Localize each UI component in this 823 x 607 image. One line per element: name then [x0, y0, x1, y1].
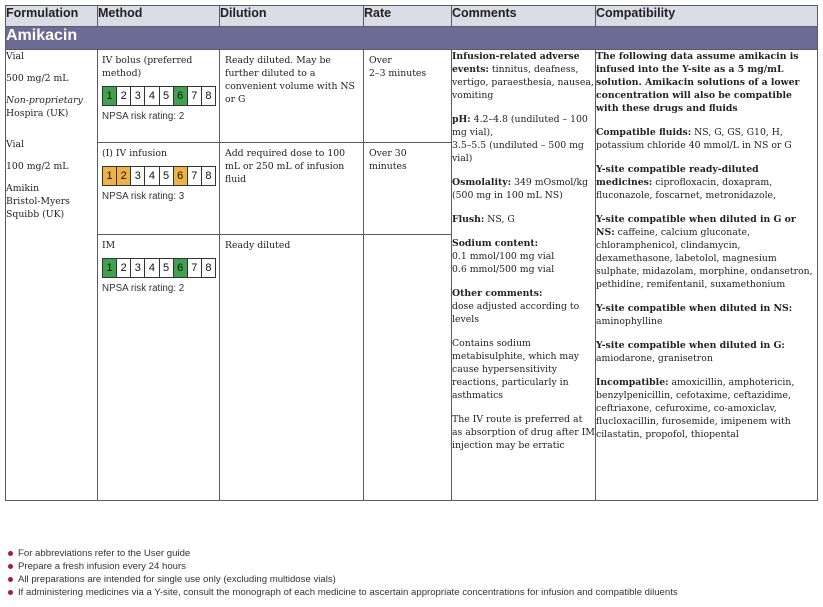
rate-cell [364, 50, 452, 501]
footnote: Prepare a fresh infusion every 24 hours [8, 560, 678, 573]
drug-row [6, 27, 818, 50]
content-row [6, 50, 818, 501]
monograph-table [5, 5, 818, 501]
comments-cell [452, 50, 596, 501]
npsa-rating: NPSA risk rating: 3 [102, 191, 185, 202]
compatibility-heading: Y-site compatible when diluted in NS: [596, 303, 793, 314]
compatibility-item [596, 302, 817, 328]
compatibility-body: amoxicillin, amphotericin, benzylpenicillin, cefotaxime, ceftazidime, ceftriaxone, cefuroxime, co-amoxiclav, flucloxacillin, furosemide, imipenem with cilastatin, propofol, thiopental [596, 377, 795, 440]
method-block [98, 142, 219, 234]
risk-box: 1 [103, 167, 117, 185]
compatibility-item [596, 163, 817, 202]
compatibility-heading: Compatible fluids: [596, 127, 692, 138]
bullet-icon [8, 590, 13, 595]
risk-box: 6 [174, 167, 188, 185]
bullet-icon [8, 551, 13, 556]
formulation-line: Squibb (UK) [6, 209, 65, 220]
risk-box: 4 [145, 167, 159, 185]
footnote: All preparations are intended for single use only (excluding multidose vials) [8, 573, 678, 586]
compatibility-intro: The following data assume amikacin is infused into the Y-site as a 5 mg/mL solution. Amikacin solutions of a lower concentration will also be compatible with these drugs and fluids [596, 51, 800, 114]
risk-box: 3 [131, 167, 145, 185]
compatibility-item [596, 213, 817, 291]
compatibility-body: amiodarone, granisetron [596, 353, 713, 364]
bullet-icon [8, 577, 13, 582]
compatibility-body: ciprofloxacin, doxapram, fluconazole, foscarnet, metronidazole, [596, 177, 777, 201]
compatibility-heading: Incompatible: [596, 377, 669, 388]
comment [452, 113, 595, 165]
formulation-line: Amikin [6, 183, 40, 194]
risk-box: 6 [174, 87, 188, 105]
risk-box: 2 [117, 259, 131, 277]
risk-box: 4 [145, 259, 159, 277]
comment-body: 0.6 mmol/500 mg vial [452, 264, 555, 275]
rate-text: Over 2–3 minutes [369, 55, 427, 79]
comment: The IV route is preferred at as absorption of drug after IM injection may be erratic [452, 414, 595, 451]
bullet-icon [8, 564, 13, 569]
risk-box: 3 [131, 259, 145, 277]
comment-heading: Sodium content: [452, 238, 539, 249]
formulation-line: Bristol-Myers [6, 196, 70, 207]
method-block [98, 50, 219, 142]
header-rate: Rate [364, 6, 452, 27]
npsa-rating: NPSA risk rating: 2 [102, 283, 185, 294]
risk-rating-scale [102, 258, 216, 278]
method-label: (I) IV infusion [102, 148, 167, 159]
comment [452, 176, 595, 202]
method-cell [98, 50, 220, 501]
formulation-line: Hospira (UK) [6, 108, 69, 119]
compatibility-body: NS, G, GS, G10, H, potassium chloride 40 mmol/L in NS or G [596, 127, 792, 151]
compatibility-item [596, 126, 817, 152]
comment-heading: Other comments: [452, 288, 543, 299]
comment-body: 0.1 mmol/100 mg vial [452, 251, 555, 262]
rate-text: Over 30 minutes [364, 142, 451, 234]
header-row [6, 6, 818, 27]
risk-box: 1 [103, 87, 117, 105]
method-block [98, 234, 219, 500]
comment [452, 213, 595, 226]
drug-name: Amikacin [6, 27, 818, 50]
npsa-rating: NPSA risk rating: 2 [102, 111, 185, 122]
comment [452, 287, 595, 326]
header-method: Method [98, 6, 220, 27]
comment-body: tinnitus, deafness, vertigo, paraesthesia, nausea, vomiting [452, 64, 594, 101]
risk-box: 8 [205, 262, 212, 274]
compatibility-heading: Y-site compatible ready-diluted medicines: [596, 164, 759, 188]
risk-box: 7 [188, 87, 202, 105]
header-dilution: Dilution [220, 6, 364, 27]
risk-box: 8 [205, 90, 212, 102]
risk-box: 2 [117, 87, 131, 105]
compatibility-item [596, 339, 817, 365]
risk-box: 1 [103, 259, 117, 277]
dilution-text: Ready diluted. May be further diluted to a convenient volume with NS or G [225, 55, 355, 105]
comment-body: 3.5–5.5 (undiluted – 500 mg vial) [452, 140, 584, 164]
risk-box: 2 [117, 167, 131, 185]
comment-body: 4.2–4.8 (undiluted – 100 mg vial), [452, 114, 588, 138]
formulation-line: Vial [6, 51, 25, 62]
compatibility-body: caffeine, calcium gluconate, chloramphenicol, clindamycin, dexamethasone, labetolol, magnesium sulphate, midazolam, morphine, ondansetron, pethidine, remifentanil, suxamethonium [596, 227, 813, 290]
footnotes [8, 547, 678, 599]
risk-box: 3 [131, 87, 145, 105]
rate-text [364, 234, 451, 500]
monograph-page [5, 5, 817, 501]
method-label: IM [102, 240, 116, 251]
comment [452, 237, 595, 276]
comment-body: dose adjusted according to levels [452, 301, 580, 325]
compatibility-body: aminophylline [596, 316, 663, 327]
formulation-line: 100 mg/2 mL [6, 161, 69, 172]
dilution-text: Ready diluted [220, 234, 363, 500]
comment: Contains sodium metabisulphite, which may cause hypersensitivity reactions, particularly in asthmatics [452, 338, 579, 401]
risk-box: 6 [174, 259, 188, 277]
comment-body: NS, G [484, 214, 515, 225]
risk-box: 5 [160, 87, 174, 105]
formulation-line: Vial [6, 139, 25, 150]
risk-box: 7 [188, 167, 202, 185]
comment-heading: pH: [452, 114, 471, 125]
risk-box: 5 [160, 259, 174, 277]
compatibility-cell [596, 50, 818, 501]
formulation-line: 500 mg/2 mL [6, 73, 69, 84]
dilution-cell [220, 50, 364, 501]
risk-rating-scale [102, 166, 216, 186]
comment-heading: Flush: [452, 214, 485, 225]
comment-heading: Infusion-related adverse events: [452, 51, 580, 75]
compatibility-heading: Y-site compatible when diluted in G or NS: [596, 214, 796, 238]
dilution-text: Add required dose to 100 mL or 250 mL of infusion fluid [220, 142, 363, 234]
formulation-line: Non-proprietary [6, 95, 83, 106]
risk-box: 8 [205, 170, 212, 182]
method-label: IV bolus (preferred method) [102, 55, 193, 79]
risk-box: 7 [188, 259, 202, 277]
comment [452, 50, 595, 102]
comment-body: 349 mOsmol/kg (500 mg in 100 mL NS) [452, 177, 589, 201]
header-compatibility: Compatibility [596, 6, 818, 27]
risk-box: 4 [145, 87, 159, 105]
compatibility-item [596, 376, 817, 441]
header-formulation: Formulation [6, 6, 98, 27]
footnote: For abbreviations refer to the User guide [8, 547, 678, 560]
compatibility-heading: Y-site compatible when diluted in G: [596, 340, 785, 351]
risk-box: 5 [160, 167, 174, 185]
header-comments: Comments [452, 6, 596, 27]
risk-rating-scale [102, 86, 216, 106]
formulation-cell [6, 50, 98, 501]
footnote: If administering medicines via a Y-site, consult the monograph of each medicine to ascertain appropriate concentrations for infusion and compatible diluents [8, 586, 678, 599]
comment-heading: Osmolality: [452, 177, 512, 188]
